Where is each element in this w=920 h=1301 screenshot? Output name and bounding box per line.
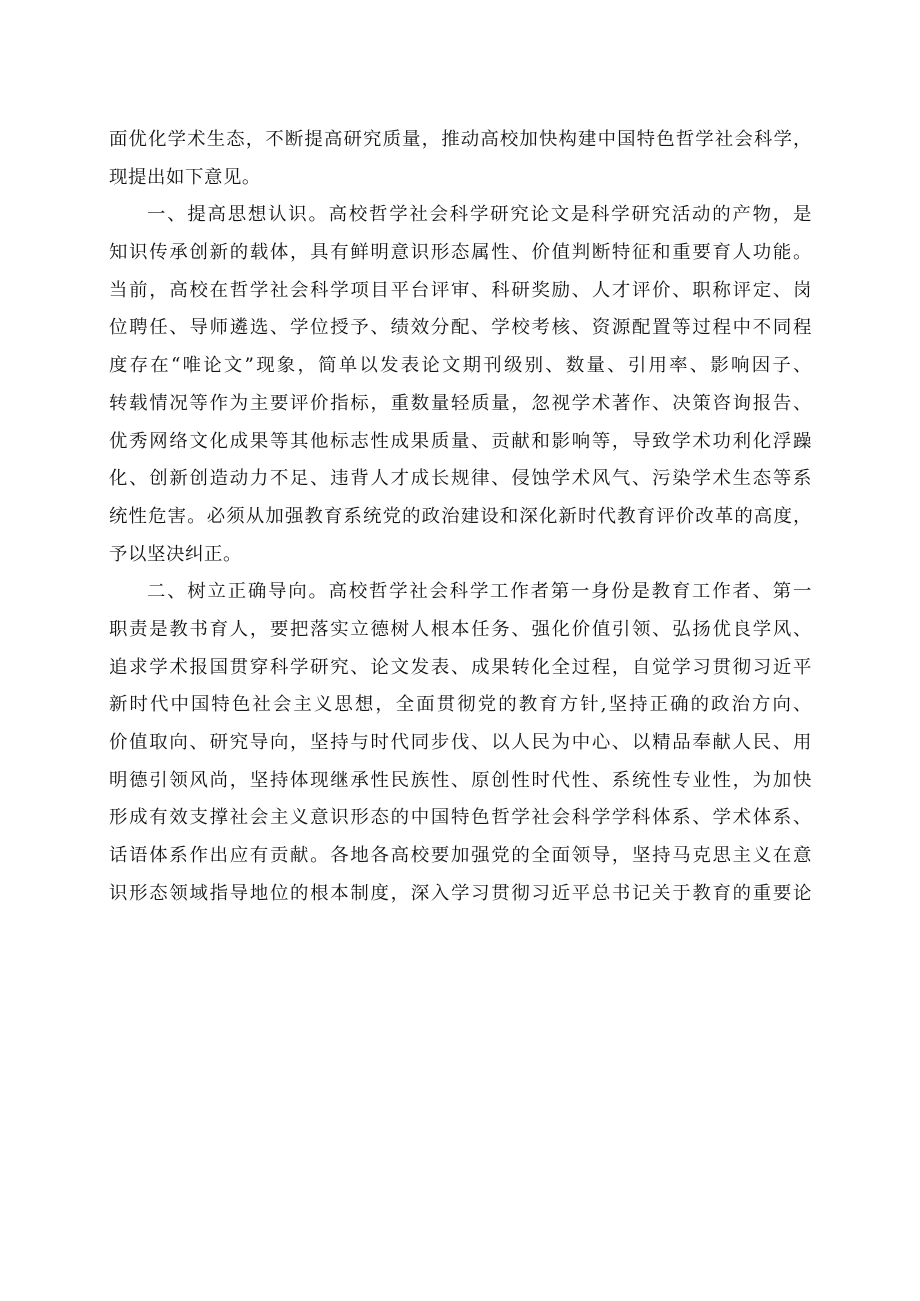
document-body — [109, 121, 812, 912]
section-1-paragraph — [109, 196, 812, 573]
text-line: 话语体系作出应有贡献。各地各高校要加强党的全面领导，坚持马克思主义在意 — [109, 845, 812, 867]
text-line: 职责是教书育人，要把落实立德树人根本任务、强化价值引领、弘扬优良学风、 — [109, 618, 812, 640]
text-line: 形成有效支撑社会主义意识形态的中国特色哲学社会科学学科体系、学术体系、 — [109, 807, 812, 829]
text-line: 化、创新创造动力不足、违背人才成长规律、侵蚀学术风气、污染学术生态等系 — [109, 468, 812, 490]
text-line: 位聘任、导师遴选、学位授予、绩效分配、学校考核、资源配置等过程中不同程 — [109, 317, 812, 339]
section-2-paragraph — [109, 573, 812, 912]
section-1-heading-line: 一、提高思想认识。高校哲学社会科学研究论文是科学研究活动的产物，是 — [147, 204, 812, 226]
text-line: 识形态领域指导地位的根本制度，深入学习贯彻习近平总书记关于教育的重要论 — [109, 882, 812, 904]
text-line: 知识传承创新的载体，具有鲜明意识形态属性、价值判断特征和重要育人功能。 — [109, 242, 812, 264]
text-line: 度存在“唯论文”现象，简单以发表论文期刊级别、数量、引用率、影响因子、 — [109, 355, 812, 377]
text-line: 价值取向、研究导向，坚持与时代同步伐、以人民为中心、以精品奉献人民、用 — [109, 732, 812, 753]
text-line: 予以坚决纠正。 — [109, 543, 242, 565]
text-line: 现提出如下意见。 — [109, 166, 261, 188]
section-2-heading-line: 二、树立正确导向。高校哲学社会科学工作者第一身份是教育工作者、第一 — [147, 581, 812, 603]
text-line: 明德引领风尚，坚持体现继承性民族性、原创性时代性、系统性专业性，为加快 — [109, 769, 812, 791]
text-line: 转载情况等作为主要评价指标，重数量轻质量，忽视学术著作、决策咨询报告、 — [109, 392, 812, 414]
text-line: 当前，高校在哲学社会科学项目平台评审、科研奖励、人才评价、职称评定、岗 — [109, 279, 812, 301]
text-line: 统性危害。必须从加强教育系统党的政治建设和深化新时代教育评价改革的高度， — [109, 505, 812, 527]
intro-paragraph — [109, 121, 812, 196]
text-line: 追求学术报国贯穿科学研究、论文发表、成果转化全过程，自觉学习贯彻习近平 — [109, 656, 812, 678]
text-line: 优秀网络文化成果等其他标志性成果质量、贡献和影响等，导致学术功利化浮躁 — [109, 430, 812, 452]
text-line: 面优化学术生态，不断提高研究质量，推动高校加快构建中国特色哲学社会科学， — [109, 129, 812, 150]
text-line: 新时代中国特色社会主义思想，全面贯彻党的教育方针,坚持正确的政治方向、 — [109, 694, 812, 716]
